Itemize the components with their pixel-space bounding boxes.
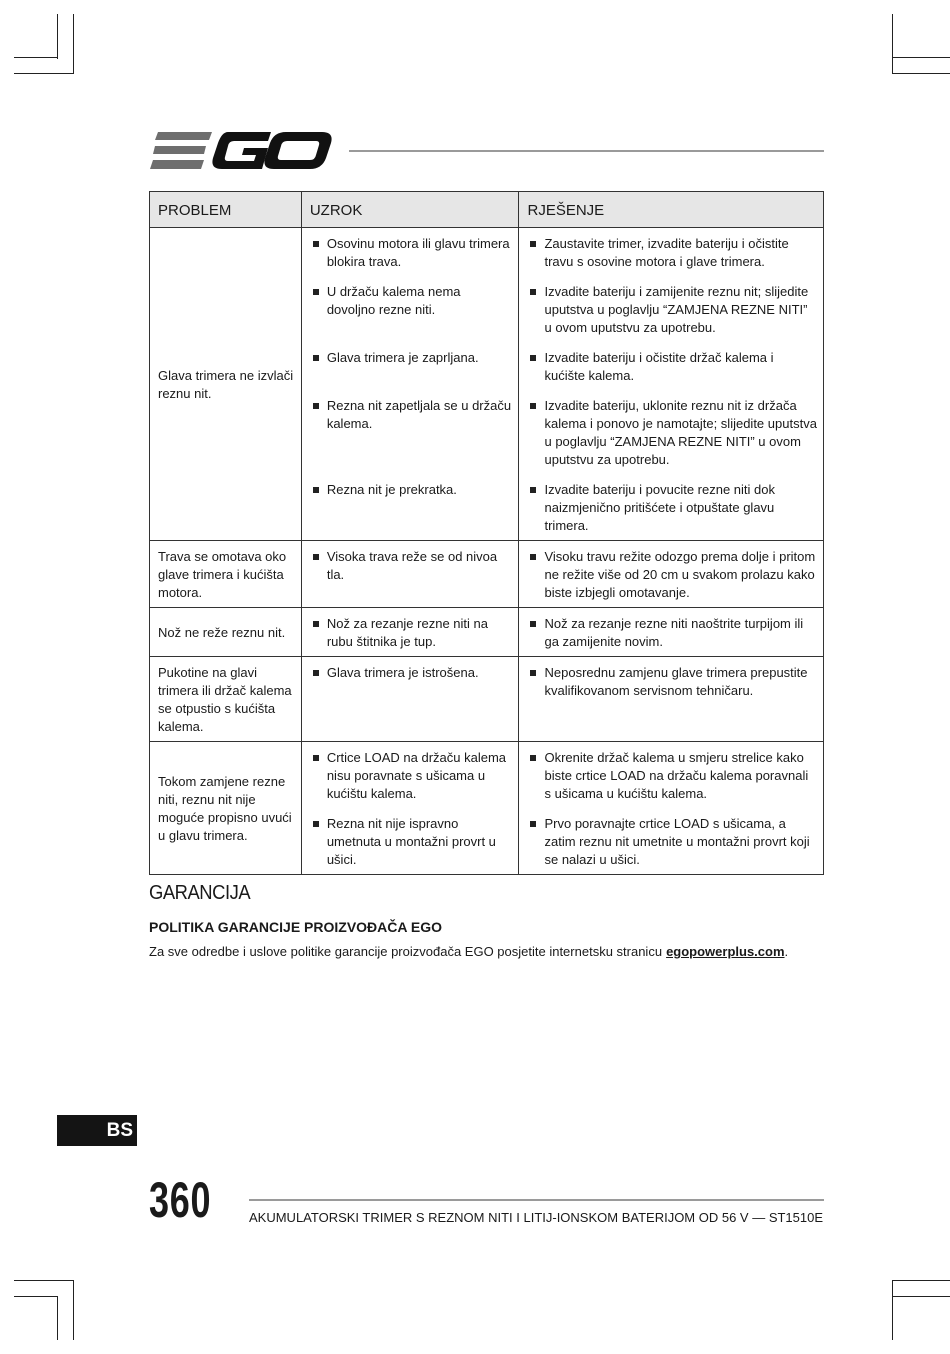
crop-mark [14, 1280, 74, 1281]
solution-item: Zaustavite trimer, izvadite bateriju i očistite travu s osovine motora i glave trimera. [527, 235, 817, 271]
page-number: 360 [149, 1172, 212, 1228]
crop-mark [14, 1296, 57, 1297]
solution-item: Izvadite bateriju i očistite držač kalema i kućište kalema. [527, 349, 817, 385]
table-row [150, 228, 824, 541]
solution-item: Prvo poravnajte crtice LOAD s ušicama, a zatim reznu nit umetnite u montažni provrt koji se nalazi u ušici. [527, 815, 817, 869]
cause-item: Visoka trava reže se od nivoa tla. [310, 548, 513, 584]
solution-item: Izvadite bateriju, uklonite reznu nit iz držača kalema i ponovo je namotajte; slijedite uputstva u poglavlju “ZAMJENA REZNE NITI” u ovom uputstvu za upotrebu. [527, 397, 817, 469]
crop-mark [73, 14, 74, 74]
cause-cell [301, 742, 519, 875]
table-row [150, 657, 824, 742]
problem-cell: Nož ne reže reznu nit. [150, 608, 302, 657]
crop-mark [892, 1280, 950, 1281]
column-header-solution: RJEŠENJE [519, 192, 824, 228]
cause-cell [301, 228, 519, 541]
problem-cell: Pukotine na glavi trimera ili držač kalema se otpustio s kućišta kalema. [150, 657, 302, 742]
cause-item: U držaču kalema nema dovoljno rezne niti. [310, 283, 513, 319]
problem-cell: Glava trimera ne izvlači reznu nit. [150, 228, 302, 541]
cause-item: Rezna nit nije ispravno umetnuta u montažni provrt u ušici. [310, 815, 513, 869]
column-header-problem: PROBLEM [150, 192, 302, 228]
warranty-text [149, 944, 788, 959]
footer-title: AKUMULATORSKI TRIMER S REZNOM NITI I LITIJ-IONSKOM BATERIJOM OD 56 V — ST1510E [249, 1210, 824, 1225]
language-badge: BS [57, 1115, 137, 1146]
cause-cell [301, 608, 519, 657]
table-row [150, 541, 824, 608]
warranty-subtitle: POLITIKA GARANCIJE PROIZVOĐAČA EGO [149, 919, 442, 935]
cause-cell [301, 541, 519, 608]
cause-item: Crtice LOAD na držaču kalema nisu poravnate s ušicama u kućištu kalema. [310, 749, 513, 803]
table-header-row [150, 192, 824, 228]
crop-mark [57, 1296, 58, 1340]
column-header-cause: UZROK [301, 192, 519, 228]
solution-item: Nož za rezanje rezne niti naoštrite turpijom ili ga zamijenite novim. [527, 615, 817, 651]
solution-item: Neposrednu zamjenu glave trimera prepustite kvalifikovanom servisnom tehničaru. [527, 664, 817, 700]
warranty-body: Za sve odredbe i uslove politike garancije proizvođača EGO posjetite internetsku stranicu [149, 944, 663, 959]
footer-rule [249, 1199, 824, 1201]
warranty-suffix: . [784, 944, 789, 959]
crop-mark [14, 73, 74, 74]
warranty-link[interactable]: egopowerplus.com [666, 944, 785, 959]
cause-item: Osovinu motora ili glavu trimera blokira trava. [310, 235, 513, 271]
header-rule [349, 150, 824, 152]
crop-mark [14, 57, 57, 58]
solution-cell [519, 541, 824, 608]
solution-item: Izvadite bateriju i zamijenite reznu nit; slijedite uputstva u poglavlju “ZAMJENA REZNE NITI” u ovom uputstvu za upotrebu. [527, 283, 817, 337]
crop-mark [892, 14, 893, 74]
crop-mark [73, 1280, 74, 1340]
cause-item: Nož za rezanje rezne niti na rubu štitnika je tup. [310, 615, 513, 651]
crop-mark [892, 73, 950, 74]
crop-mark [892, 1280, 893, 1340]
solution-cell [519, 228, 824, 541]
cause-item: Glava trimera je zaprljana. [310, 349, 513, 367]
warranty-title: GARANCIJA [149, 882, 251, 904]
table-row [150, 742, 824, 875]
solution-item: Izvadite bateriju i povucite rezne niti dok naizmjenično pritišćete i otpuštate glavu trimera. [527, 481, 817, 535]
problem-cell: Tokom zamjene rezne niti, reznu nit nije moguće propisno uvući u glavu trimera. [150, 742, 302, 875]
cause-cell [301, 657, 519, 742]
solution-cell [519, 742, 824, 875]
solution-cell [519, 608, 824, 657]
cause-item: Rezna nit zapetljala se u držaču kalema. [310, 397, 513, 433]
solution-item: Okrenite držač kalema u smjeru strelice kako biste crtice LOAD na držaču kalema poravnali s ušicama u kućištu kalema. [527, 749, 817, 803]
cause-item: Glava trimera je istrošena. [310, 664, 513, 682]
troubleshooting-table [149, 191, 824, 875]
solution-item: Visoku travu režite odozgo prema dolje i pritom ne režite više od 20 cm u svakom prolazu kako biste izbjegli omotavanje. [527, 548, 817, 602]
solution-cell [519, 657, 824, 742]
crop-mark [892, 57, 950, 58]
crop-mark [892, 1296, 950, 1297]
ego-logo [150, 131, 332, 171]
problem-cell: Trava se omotava oko glave trimera i kućišta motora. [150, 541, 302, 608]
cause-item: Rezna nit je prekratka. [310, 481, 513, 499]
crop-mark [57, 14, 58, 59]
table-row [150, 608, 824, 657]
